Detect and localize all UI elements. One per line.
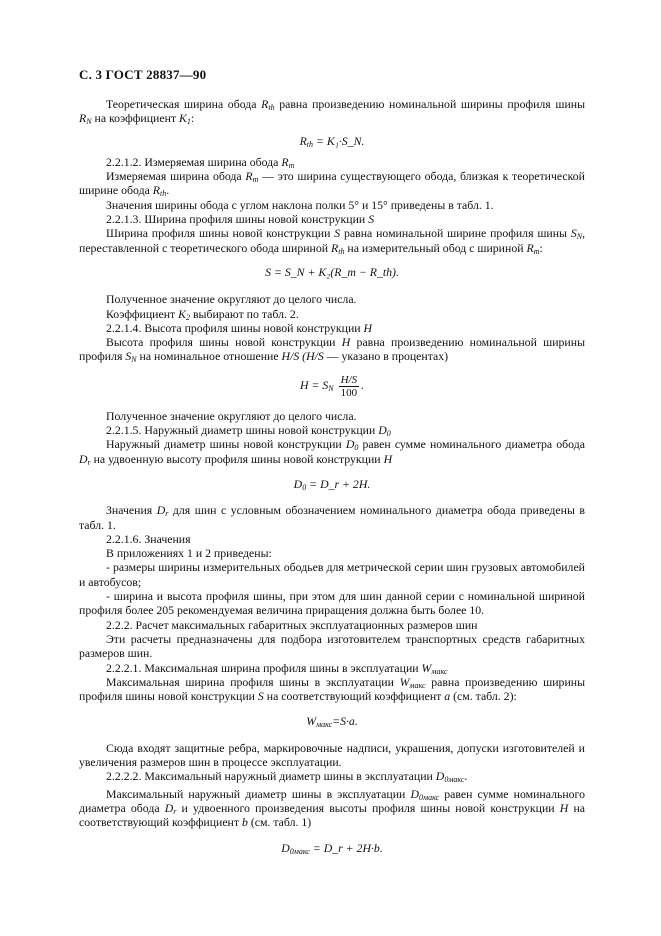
section-2-2-1-3: 2.2.1.3. Ширина профиля шины новой конструкции S <box>106 212 375 227</box>
list-item-tire-dims: - ширина и высота профиля шины, при этом для шин данной серии с номинальной шириной профиля более 205 рекомендуемая величина приращения должна быть более 10. <box>79 589 585 618</box>
formula-rth: $R_{th}$ = K₁·S_N. <box>299 133 365 149</box>
paragraph-includes: Сюда входят защитные ребра, маркировочные надписи, украшения, допуски изготовителей и увеличения размеров шин в процессе эксплуатации. <box>79 740 585 769</box>
document-body <box>79 93 585 856</box>
paragraph-max-width: Максимальная ширина профиля шины в эксплуатации $W_{макс}$ равна произведению ширины профиля шины новой конструкции S на соответствующий коэффициент a (см. табл. 2): <box>79 674 585 704</box>
formula-d0-max: $D_{0макс}$ = D_r + 2H·b. <box>281 841 383 857</box>
paragraph-round-1: Полученное значение округляют до целого числа. <box>106 292 357 307</box>
paragraph-max-diameter: Максимальный наружный диаметр шины в эксплуатации $D_{0макс}$ равен сумме номинального диаметра обода $D_r$ и удвоенного произведения высоты профиля шины новой конструкции H на соответствующий коэффициент b (см. табл. 1) <box>79 786 585 830</box>
paragraph-appendices: В приложениях 1 и 2 приведены: <box>106 546 272 561</box>
formula-s: S = S_N + K₂(R_m − R_th). <box>265 264 399 279</box>
page-header: С. 3 ГОСТ 28837—90 <box>79 67 207 82</box>
paragraph-height: Высота профиля шины новой конструкции H равна произведению номинальной ширины профиля $S_N$ на номинальное отношение H/S (H/S — указано в процентах) <box>79 335 585 365</box>
list-item-rim-sizes: - размеры ширины измерительных ободьев для метрической серии шин грузовых автомобилей и автобусов; <box>79 560 585 589</box>
fraction-hs-100: $\frac{H/S}{100}$ <box>340 373 358 399</box>
section-2-2-2-1: 2.2.2.1. Максимальная ширина профиля шины в эксплуатации $W_{макс}$ <box>106 660 448 676</box>
section-2-2-1-5: 2.2.1.5. Наружный диаметр шины новой конструкции $D_0$ <box>106 423 391 439</box>
section-2-2-2-2: 2.2.2.2. Максимальный наружный диаметр шины в эксплуатации $D_{0макс}$. <box>106 769 468 785</box>
formula-h: $H = S_N$ $\frac{H/S}{100}$ . <box>299 373 365 399</box>
section-2-2-1-6: 2.2.1.6. Значения <box>106 531 191 546</box>
formula-w: $W_{макс}=S\cdot a$. <box>306 714 358 730</box>
paragraph-theoretical-width: Теоретическая ширина обода $R_{th}$ равна произведению номинальной ширины профиля шины $R_N$ на коэффициент $K_1$: <box>79 97 585 127</box>
paragraph-rim-values: Значения ширины обода с углом наклона полки 5° и 15° приведены в табл. 1. <box>106 197 494 212</box>
paragraph-dr-values: Значения $D_r$ для шин с условным обозначением номинального диаметра обода приведены в табл. 1. <box>79 503 585 532</box>
paragraph-coef-k2: Коэффициент $K_2$ выбирают по табл. 2. <box>106 306 299 322</box>
paragraph-purpose: Эти расчеты предназначены для подбора изготовителем транспортных средств габаритных размеров шин. <box>79 631 585 661</box>
paragraph-section-width: Ширина профиля шины новой конструкции S равна номинальной ширине профиля шины $S_N$, переставленной с теоретического обода шириной $R_{th}$ на измерительный обод с шириной $R_m$: <box>79 226 586 256</box>
paragraph-round-2: Полученное значение округляют до целого числа. <box>106 408 357 423</box>
section-2-2-1-2: 2.2.1.2. Измеряемая ширина обода $R_m$ <box>106 154 295 170</box>
formula-d0: $D_0$ = D_r + 2H. <box>293 476 371 492</box>
section-2-2-2: 2.2.2. Расчет максимальных габаритных эксплуатационных размеров шин <box>106 617 478 632</box>
paragraph-outer-diameter: Наружный диаметр шины новой конструкции $D_0$ равен сумме номинального диаметра обода $D_r$ на удвоенную высоту профиля шины новой конструкции H <box>79 437 585 467</box>
section-2-2-1-4: 2.2.1.4. Высота профиля шины новой конструкции H <box>106 320 373 335</box>
paragraph-measured-width: Измеряемая ширина обода $R_m$ — это ширина существующего обода, близкая к теоретической ширине обода $R_{th}$. <box>79 169 585 199</box>
